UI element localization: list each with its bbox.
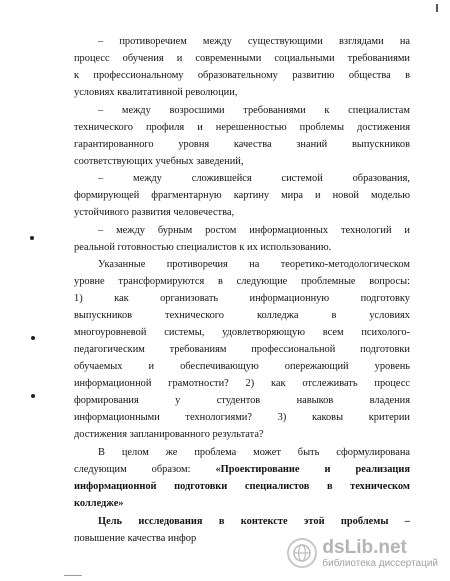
watermark-brand: dsLib.net	[322, 536, 407, 558]
text-line: гарантированного уровня качества знаний выпускников	[74, 139, 410, 150]
scan-speck	[30, 236, 34, 240]
text-line: к профессиональному образовательному развитию общества в	[74, 70, 410, 81]
text-line: педагогическим требованиям профессиональной подготовки	[74, 344, 410, 355]
text-bold: «Проектирование и реализация	[215, 464, 410, 475]
text-line: информационными технологиями? 3) каковы критерии	[74, 412, 410, 423]
text-line: процесс обучения и современными социальными требованиями	[74, 53, 410, 64]
scan-mark	[436, 4, 438, 12]
text-line: информационной грамотности? 2) как отслеживать процесс	[74, 378, 410, 389]
text-line: условиях квалитативной революции,	[74, 87, 238, 98]
text-line: обучаемых и обеспечивающую опережающий уровень	[74, 361, 410, 372]
text-line: – между возросшими требованиями к специалистам	[98, 105, 410, 116]
scan-speck	[31, 336, 35, 340]
text-line: Указанные противоречия на теоретико-методологическом	[98, 259, 410, 270]
text-line: уровне трансформируются в следующие проблемные вопросы:	[74, 276, 410, 287]
watermark	[283, 531, 442, 575]
scan-mark	[64, 575, 82, 576]
text-line-mixed	[74, 463, 410, 476]
text-line: достижения запланированного результата?	[74, 429, 264, 440]
text-line: многоуровневой системы, удовлетворяющую всем психолого-	[74, 327, 410, 338]
text-line: – между сложившейся системой образования,	[98, 173, 410, 184]
globe-icon	[287, 538, 317, 568]
text-line: В целом же проблема может быть сформулирована	[98, 447, 410, 458]
text-line: устойчивого развития человечества,	[74, 207, 235, 218]
text-line: выпускников технического колледжа в условиях	[74, 310, 410, 321]
text-line: технического профиля и нерешенностью проблемы достижения	[74, 122, 410, 133]
watermark-subtitle: библиотека диссертаций	[322, 557, 438, 569]
text-line: – противоречием между существующими взглядами на	[98, 36, 410, 47]
text-line: 1) как организовать информационную подготовку	[74, 293, 410, 304]
scan-speck	[31, 394, 35, 398]
text-line: формирования у студентов навыков владения	[74, 395, 410, 406]
text-line: реальной готовностью специалистов к их использованию.	[74, 242, 332, 253]
text-line: формирующей фрагментарную картину мира и новой моделью	[74, 190, 410, 201]
text-line-bold: колледже»	[74, 498, 124, 509]
text-line: повышение качества инфор	[74, 533, 197, 544]
text-line-bold: Цель исследования в контексте этой проблемы –	[98, 516, 410, 527]
text-regular: следующим образом:	[74, 464, 216, 475]
text-line: соответствующих учебных заведений,	[74, 156, 244, 167]
text-line: – между бурным ростом информационных технологий и	[98, 225, 410, 236]
text-line-bold: информационной подготовки специалистов в техническом	[74, 481, 410, 492]
